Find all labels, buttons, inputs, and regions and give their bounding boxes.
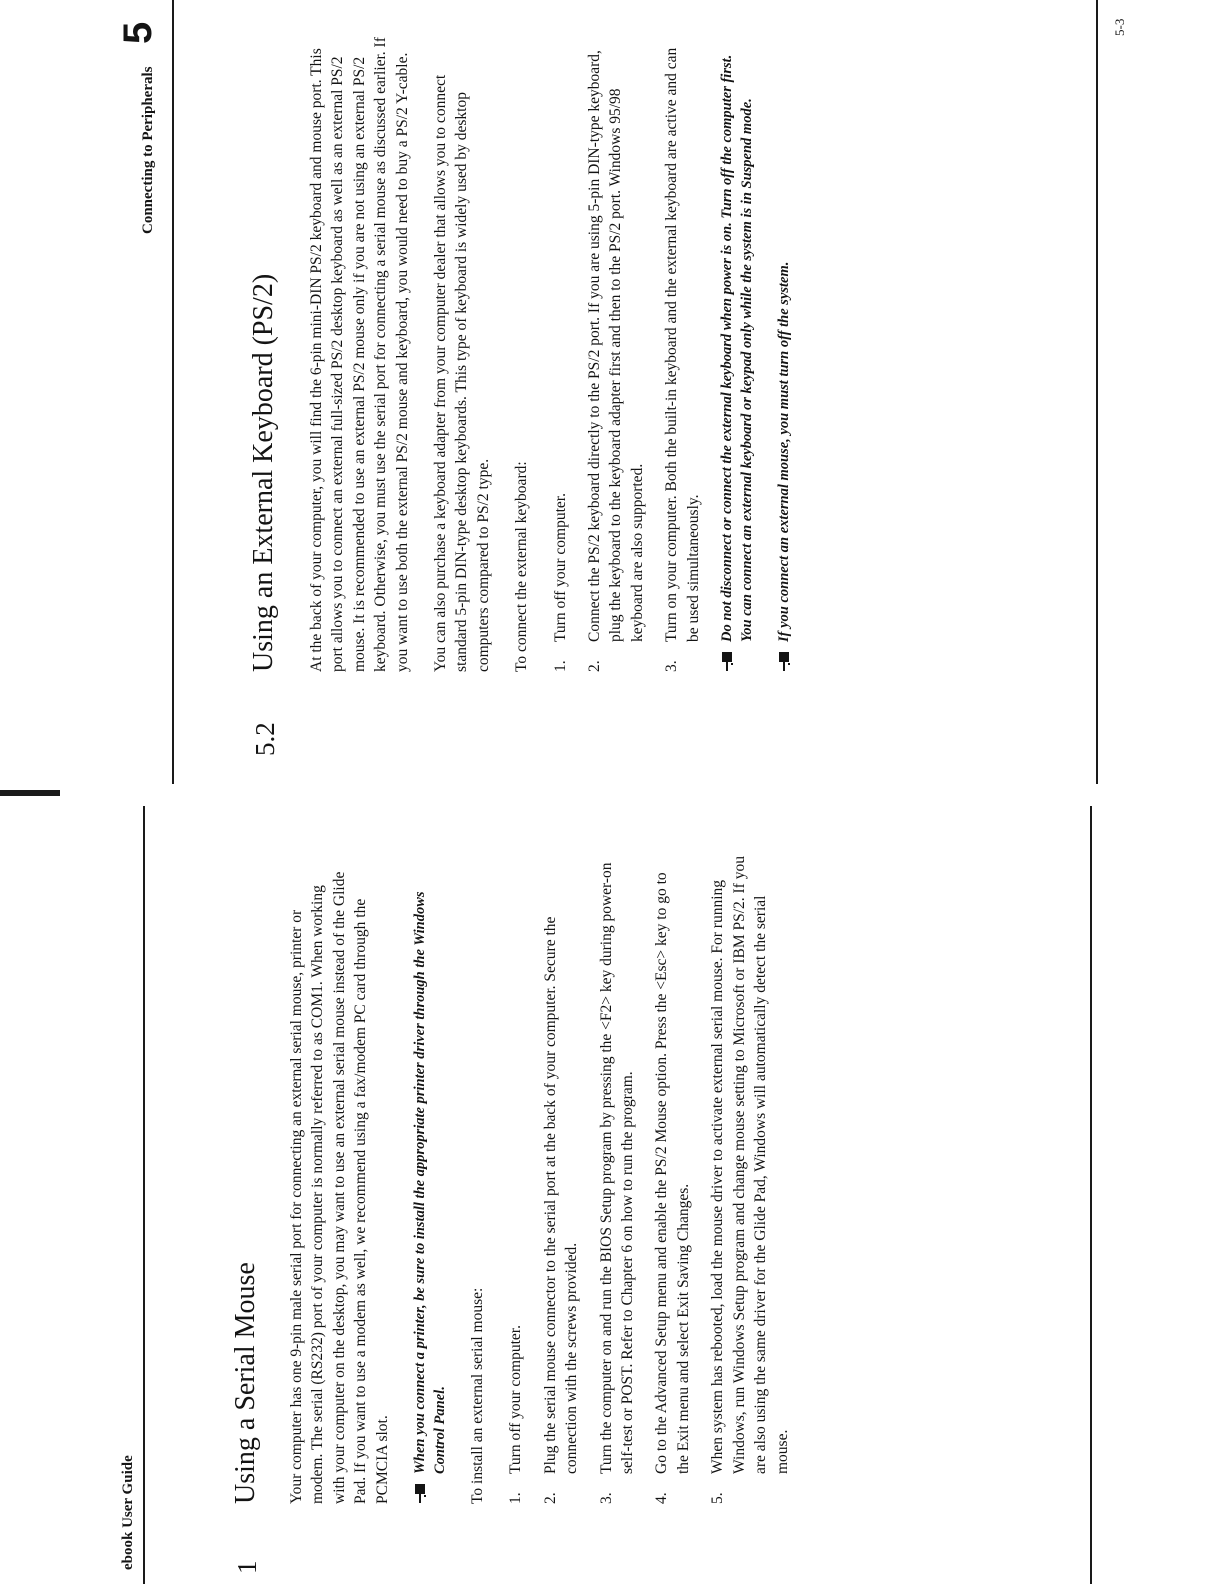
step-text: Turn the computer on and run the BIOS Setup program by pressing the <F2> key during power-on self-test or POST. Refer to Chapter 6 on how to run the program. xyxy=(597,862,637,1474)
step-text: Connect the PS/2 keyboard directly to the PS/2 port. If you are using 5-pin DIN-type keyboard, plug the keyboard to the keyboard adapter first and then to the PS/2 port. Windows 95/98 keyboard are also supported. xyxy=(586,50,646,642)
step-number: 2. xyxy=(586,660,604,672)
list-item xyxy=(550,32,571,672)
right-section-title: Using an External Keyboard (PS/2) xyxy=(248,273,279,672)
right-footer-rule xyxy=(1096,0,1098,784)
left-footer-rule xyxy=(1090,806,1092,1584)
list-item xyxy=(596,856,639,1504)
right-header-rule xyxy=(172,0,174,784)
step-number: 1. xyxy=(507,1492,525,1504)
left-intro-paragraph: Your computer has one 9-pin male serial port for connecting an external serial mouse, printer or modem. The serial (RS232) port of your computer is normally referred to as COM1. When working with your computer on the desktop, you may want to use an external serial mouse instead of the Glide Pad. If you want to use a modem as well, we recommend using a fax/modem PC card through the PCMCIA slot. xyxy=(288,871,391,1504)
step-text: Turn off your computer. xyxy=(551,493,569,642)
step-number: 5. xyxy=(709,1492,727,1504)
right-page-number: 5-3 xyxy=(1112,18,1127,36)
right-note-2-text: If you connect an external mouse, you must turn off the system. xyxy=(776,261,793,642)
left-running-head: ebook User Guide xyxy=(120,1455,136,1570)
right-paragraph-2: You can also purchase a keyboard adapter from your computer dealer that allows you to connect standard 5-pin DIN-type desktop keyboards. This type of keyboard is widely used by desktop computers compared to PS/2 type. xyxy=(432,74,492,672)
step-number: 4. xyxy=(653,1492,671,1504)
pointing-hand-icon xyxy=(720,652,734,672)
left-header-rule xyxy=(143,806,145,1584)
left-steps-list xyxy=(505,856,792,1504)
left-section-title: Using a Serial Mouse xyxy=(230,1262,261,1504)
step-text: When system has rebooted, load the mouse driver to activate external serial mouse. For running Windows, run Windows Setup program and change mouse setting to Microsoft or IBM PS/2. If you are also using the same driver for the Glide Pad, Windows will automatically detect the serial mouse. xyxy=(709,856,791,1474)
pointing-hand-icon xyxy=(777,652,791,672)
step-number: 2. xyxy=(541,1492,559,1504)
right-section-number: 5.2 xyxy=(250,722,280,756)
step-number: 3. xyxy=(663,660,681,672)
right-steps-intro: To connect the external keyboard: xyxy=(513,461,531,672)
left-section-number: 1 xyxy=(232,1560,262,1574)
left-note-text: When you connect a printer, be sure to install the appropriate printer driver through the Windows Control Panel. xyxy=(412,891,449,1474)
right-note-1-text: Do not disconnect or connect the external keyboard when power is on. Turn off the computer first. You can connect an external keyboard or keypad only while the system is in Suspend mode. xyxy=(719,54,756,642)
step-number: 3. xyxy=(597,1492,615,1504)
step-text: Plug the serial mouse connector to the serial port at the back of your computer. Secure the connection with the screws provided. xyxy=(541,916,581,1474)
page-gutter-shadow xyxy=(0,790,60,796)
right-body xyxy=(306,32,811,672)
right-paragraph-1: At the back of your computer, you will find the 6-pin mini-DIN PS/2 keyboard and mouse port. This port allows you to connect an external full-sized PS/2 desktop keyboard as well as an external PS/2 mouse. It is recommended to use an external PS/2 mouse only if you are not using an external PS/2 keyboard. Otherwise, you must use the serial port for connecting a serial mouse as discussed earlier. If you want to use both the external PS/2 mouse and keyboard, you would need to buy a PS/2 Y-cable. xyxy=(308,37,411,672)
list-item xyxy=(584,32,648,672)
chapter-number: 5 xyxy=(116,21,160,44)
left-steps-intro: To install an external serial mouse: xyxy=(469,1287,487,1504)
list-item xyxy=(540,856,583,1504)
left-note xyxy=(410,856,450,1504)
step-number: 1. xyxy=(551,660,569,672)
right-steps-list xyxy=(550,32,704,672)
list-item xyxy=(505,856,526,1504)
step-text: Turn on your computer. Both the built-in keyboard and the external keyboard are active and can be used simultaneously. xyxy=(663,47,702,642)
list-item xyxy=(707,856,793,1504)
step-text: Go to the Advanced Setup menu and enable the PS/2 Mouse option. Press the <Esc> key to go to the Exit menu and select Exit Saving Changes. xyxy=(653,872,692,1474)
pointing-hand-icon xyxy=(413,1484,427,1504)
list-item xyxy=(661,32,704,672)
step-text: Turn off your computer. xyxy=(507,1325,525,1474)
left-body xyxy=(286,856,806,1504)
right-note-1 xyxy=(717,32,757,672)
right-running-head: Connecting to Peripherals xyxy=(140,66,156,234)
right-note-2 xyxy=(774,32,794,672)
list-item xyxy=(651,856,694,1504)
